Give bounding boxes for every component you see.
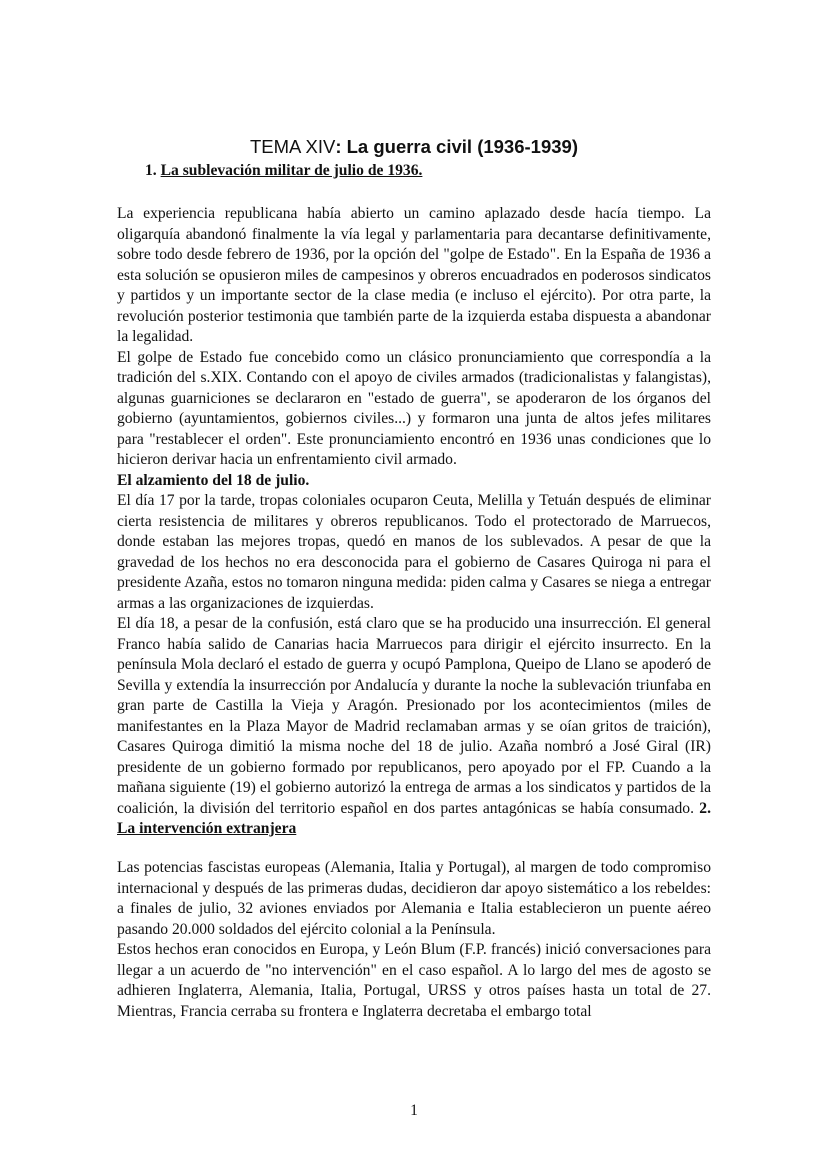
title-topic-number: TEMA XIV — [249, 136, 336, 157]
paragraph-1: La experiencia republicana había abierto un camino aplazado desde hacía tiempo. La oligarquía abandonó finalmente la vía legal y parlamentaria para decantarse definitivamente, sobre todo desde febrero de 1936, por la opción del "golpe de Estado". En la España de 1936 a esta solución se opusieron miles de campesinos y obreros encuadrados en poderosos sindicatos y partidos y un importante sector de la clase media (e incluso el ejército). Por otra parte, la revolución posterior testimonia que también parte de la izquierda estaba dispuesta a abandonar la legalidad. — [117, 205, 711, 345]
subheading-alzamiento: El alzamiento del 18 de julio. — [117, 471, 310, 489]
paragraph-5: Las potencias fascistas europeas (Alemania, Italia y Portugal), al margen de todo compromiso internacional y después de las primeras dudas, decidieron dar apoyo sistemático a los rebeldes: a finales de julio, 32 aviones enviados por Alemania e Italia establecieron un puente aéreo pasando 20.000 soldados del ejército colonial a la Península. — [117, 859, 711, 938]
body-text-block-1 — [117, 204, 711, 840]
section-1-title: La sublevación militar de julio de 1936. — [160, 162, 423, 179]
body-text-block-2 — [117, 858, 711, 1022]
paragraph-4-text: El día 18, a pesar de la confusión, está claro que se ha producido una insurrección. El general Franco había salido de Canarias hacia Marruecos para dirigir el ejército insurrecto. En la península Mola declaró el estado de guerra y ocupó Pamplona, Queipo de Llano se apoderó de Sevilla y extendía la insurrección por Andalucía y durante la noche la sublevación triunfaba en gran parte de Castilla la Vieja y Aragón. Presionado por los acontecimientos (miles de manifestantes en la Plaza Mayor de Madrid reclamaban armas y se oían gritos de traición), Casares Quiroga dimitió la misma noche del 18 de julio. Azaña nombró a José Giral (IR) presidente de un gobierno formado por republicanos, pero apoyado por el FP. Cuando a la mañana siguiente (19) el gobierno autorizó la entrega de armas a los sindicatos y partidos de la coalición, la división del territorio español en dos partes antagónicas se había consumado. — [117, 615, 711, 817]
page-number: 1 — [410, 1102, 418, 1119]
section-2-title: La intervención extranjera — [117, 820, 297, 837]
paragraph-3: El día 17 por la tarde, tropas coloniales ocuparon Ceuta, Melilla y Tetuán después de eliminar cierta resistencia de militares y obreros republicanos. Todo el protectorado de Marruecos, donde estaban las mejores tropas, quedó en manos de los sublevados. A pesar de que la gravedad de los hechos no era desconocida para el gobierno de Casares Quiroga ni para el presidente Azaña, estos no tomaron ninguna medida: piden calma y Casares se niega a entregar armas a las organizaciones de izquierdas. — [117, 492, 711, 612]
document-title — [0, 136, 828, 159]
paragraph-2: El golpe de Estado fue concebido como un clásico pronunciamiento que correspondía a la tradición del s.XIX. Contando con el apoyo de civiles armados (tradicionalistas y falangistas), algunas guarniciones se declararon en "estado de guerra", se apoderaron de los órganos del gobierno (ayuntamientos, gobiernos civiles...) y formaron una junta de altos jefes militares para "restablecer el orden". Este pronunciamiento encontró en 1936 unas condiciones que lo hicieron derivar hacia un enfrentamiento civil armado. — [117, 348, 711, 468]
title-topic-name: : La guerra civil (1936-1939) — [335, 136, 578, 157]
paragraph-4 — [117, 614, 711, 840]
section-1-heading — [145, 162, 422, 180]
paragraph-6: Estos hechos eran conocidos en Europa, y León Blum (F.P. francés) inició conversaciones para llegar a un acuerdo de "no intervención" en el caso español. A lo largo del mes de agosto se adhieren Inglaterra, Alemania, Italia, Portugal, URSS y otros países hasta un total de 27. Mientras, Francia cerraba su frontera e Inglaterra decretaba el embargo total — [117, 941, 711, 1020]
section-2-number: 2. — [699, 799, 711, 817]
section-1-number: 1. — [145, 162, 157, 179]
